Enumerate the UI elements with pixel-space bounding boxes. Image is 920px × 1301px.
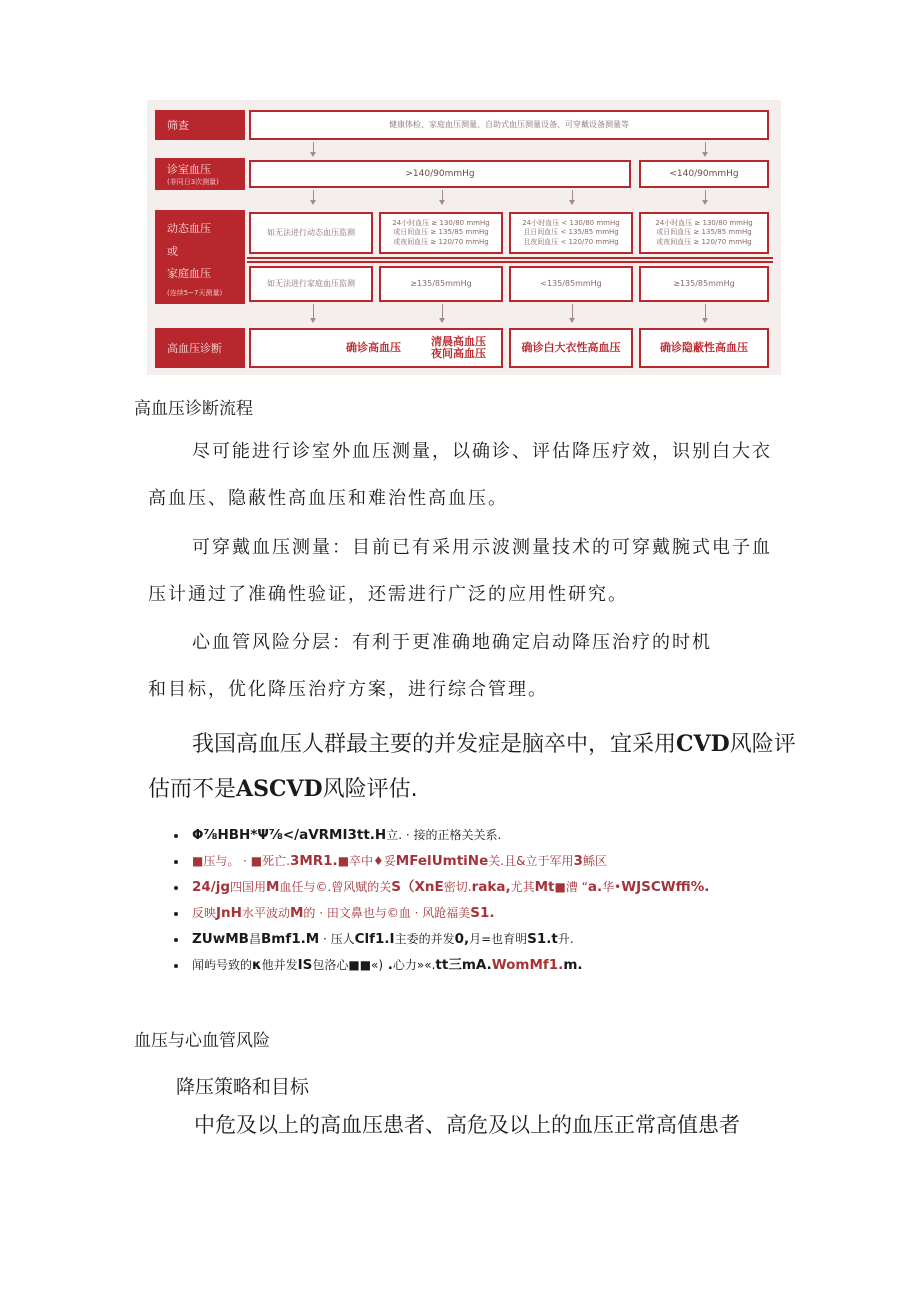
reference-text-fragment: Clf1.I xyxy=(354,931,395,947)
reference-text-fragment: · 压人 xyxy=(319,932,355,946)
reference-text-fragment: 他并发 xyxy=(261,958,298,972)
reference-text-fragment: 密切. xyxy=(443,880,472,894)
paragraph-1-line-1: 尽可能进行诊室外血压测量，以确诊、评估降压疗效，识别白大衣 xyxy=(192,441,772,462)
bullet-dot-icon xyxy=(174,912,178,916)
flow-label-screening xyxy=(155,110,245,140)
reference-text-fragment: 3 xyxy=(573,853,583,869)
section-subheading: 中危及以上的高血压患者、高危及以上的血压正常高值患者 xyxy=(194,1113,740,1137)
reference-text-fragment: raka, xyxy=(471,879,511,895)
flow-box-home-2: ≥135/85mmHg xyxy=(379,266,503,302)
reference-bullet-item xyxy=(170,926,709,952)
highlight-cvd: CVD xyxy=(676,731,730,757)
flow-box-home-3: <135/85mmHg xyxy=(509,266,633,302)
reference-text-fragment: JnH xyxy=(216,905,242,921)
flow-box-office-low: <140/90mmHg xyxy=(639,160,769,188)
highlight-ascvd: ASCVD xyxy=(236,776,323,802)
reference-text-fragment: 包洛心■■«) xyxy=(312,958,384,972)
flow-box-home-4: ≥135/85mmHg xyxy=(639,266,769,302)
flow-label-screening-text: 筛查 xyxy=(167,119,189,132)
reference-bullet-item xyxy=(170,848,709,874)
reference-text-fragment: 立. · 接的正格关关系. xyxy=(386,828,502,842)
highlight-line-2 xyxy=(148,772,418,803)
reference-text-fragment: 0, xyxy=(454,931,470,947)
bullet-dot-icon xyxy=(174,860,178,864)
reference-bullet-item xyxy=(170,874,709,900)
reference-text-fragment: S1.t xyxy=(527,931,558,947)
paragraph-3-line-2: 和目标，优化降压治疗方案，进行综合管理。 xyxy=(148,679,548,700)
reference-text-fragment: Bmf1.M xyxy=(260,931,320,947)
reference-text-fragment: MFelUmtiNe xyxy=(395,853,489,869)
reference-text-fragment: 华• xyxy=(602,880,622,894)
flow-box-ambulatory-3: 24小时血压 < 130/80 mmHg 且日间血压 < 135/85 mmHg 且夜间血压 < 120/70 mmHg xyxy=(509,212,633,254)
flow-box-home-1: 如无法进行家庭血压监测 xyxy=(249,266,373,302)
flow-box-diagnosis-whitecoat: 确诊白大衣性高血压 xyxy=(509,328,633,368)
reference-text-fragment: 的 · 田文鼻也与©血 · 风跄福美 xyxy=(303,906,471,920)
flow-box-screening: 健康体检、家庭血压测量、自助式血压测量设备、可穿戴设备测量等 xyxy=(249,110,769,140)
reference-text-fragment: ZUwMB xyxy=(192,931,249,947)
bullet-dot-icon xyxy=(174,964,178,968)
reference-text-fragment: κ xyxy=(252,957,262,973)
section-heading: 降压策略和目标 xyxy=(176,1076,310,1098)
paragraph-2-line-1: 可穿戴血压测量：目前已有采用示波测量技术的可穿戴腕式电子血 xyxy=(192,537,772,558)
reference-bullet-list xyxy=(170,822,709,978)
reference-text-fragment: 血任与©.曾风赋的关 xyxy=(279,880,392,894)
flow-label-office-bp-text: 诊室血压 xyxy=(167,163,211,176)
flow-label-ambulatory-text: 动态血压 xyxy=(167,222,211,235)
reference-text-fragment: S（XnE xyxy=(391,879,444,895)
paragraph-1-line-2: 高血压、隐蔽性高血压和难治性高血压。 xyxy=(148,488,508,509)
reference-text-fragment: 昌 xyxy=(248,932,261,946)
highlight-line-1 xyxy=(192,727,796,758)
flow-box-diagnosis-masked: 确诊隐蔽性高血压 xyxy=(639,328,769,368)
flow-dx-morning-night-text: 清晨高血压 夜间高血压 xyxy=(431,334,486,360)
bullet-dot-icon xyxy=(174,834,178,838)
section-caption: 血压与心血管风险 xyxy=(134,1031,270,1051)
reference-text-fragment: 反映 xyxy=(192,906,217,920)
flow-box-diagnosis-confirmed xyxy=(249,328,503,368)
flow-dx-confirmed-text: 确诊高血压 xyxy=(346,340,401,354)
reference-text-fragment: 心力»«. xyxy=(392,958,436,972)
flow-box-ambulatory-4: 24小时血压 ≥ 130/80 mmHg 或日间血压 ≥ 135/85 mmHg 或夜间血压 ≥ 120/70 mmHg xyxy=(639,212,769,254)
reference-bullet-item xyxy=(170,900,709,926)
reference-text-fragment: 鲧区 xyxy=(582,854,607,868)
flow-box-office-high: >140/90mmHg xyxy=(249,160,631,188)
reference-text-fragment: 3MR1. xyxy=(289,853,338,869)
reference-text-fragment: m. xyxy=(563,957,583,973)
reference-text-fragment: . xyxy=(383,957,393,973)
reference-text-fragment: IS xyxy=(297,957,313,973)
highlight-line-2-c: 风险评估. xyxy=(322,777,418,802)
reference-text-fragment: WJSCWffi%. xyxy=(621,879,710,895)
reference-text-fragment: ■漕 “ xyxy=(554,880,588,894)
reference-text-fragment: 月=也育明 xyxy=(469,932,528,946)
reference-text-fragment: 升. xyxy=(557,932,574,946)
reference-text-fragment: Mt xyxy=(534,879,555,895)
reference-text-fragment: 水平波动 xyxy=(241,906,290,920)
reference-text-fragment: S1. xyxy=(470,905,495,921)
highlight-line-1-a: 我国高血压人群最主要的并发症是脑卒中，宜采用 xyxy=(192,732,677,757)
paragraph-2-line-2: 压计通过了准确性验证，还需进行广泛的应用性研究。 xyxy=(148,584,628,605)
reference-text-fragment: 闻屿号致的 xyxy=(192,958,253,972)
paragraph-3-line-1: 心血管风险分层：有利于更准确地确定启动降压治疗的时机 xyxy=(192,632,712,653)
reference-text-fragment: Φ⅞HBH*Ψ⅞</aVRMI3tt.H xyxy=(192,827,387,843)
reference-text-fragment: a. xyxy=(587,879,603,895)
reference-text-fragment: M xyxy=(266,879,280,895)
flow-label-or-text: 或 xyxy=(167,244,178,258)
reference-text-fragment: tt三mA. xyxy=(435,957,492,973)
flow-box-ambulatory-1: 如无法进行动态血压监测 xyxy=(249,212,373,254)
highlight-line-1-c: 风险评 xyxy=(729,732,796,757)
flow-label-office-bp-sub: (非同日3次测量) xyxy=(167,178,219,186)
reference-text-fragment: M xyxy=(289,905,304,921)
bullet-dot-icon xyxy=(174,886,178,890)
reference-text-fragment: 24/jg xyxy=(192,879,231,895)
reference-text-fragment: WomMf1. xyxy=(491,957,564,973)
reference-text-fragment: 关.且&立于军用 xyxy=(488,854,574,868)
flow-box-ambulatory-2: 24小时血压 ≥ 130/80 mmHg 或日间血压 ≥ 135/85 mmHg 或夜间血压 ≥ 120/70 mmHg xyxy=(379,212,503,254)
reference-text-fragment: ■压与。 · ■死亡. xyxy=(192,854,290,868)
bullet-dot-icon xyxy=(174,938,178,942)
reference-text-fragment: 四国用 xyxy=(230,880,267,894)
flow-label-home-sub: (连续5~7天测量) xyxy=(167,288,223,297)
flowchart-caption: 高血压诊断流程 xyxy=(134,399,253,419)
reference-text-fragment: 尤其 xyxy=(510,880,535,894)
reference-bullet-item xyxy=(170,952,709,978)
flow-label-ambulatory-home xyxy=(155,210,245,304)
flow-label-office-bp xyxy=(155,158,245,190)
flow-label-diagnosis xyxy=(155,328,245,368)
reference-text-fragment: ■卒中♦妥 xyxy=(337,854,396,868)
reference-text-fragment: 主委的并发 xyxy=(394,932,455,946)
flow-label-home-text: 家庭血压 xyxy=(167,267,211,281)
reference-bullet-item xyxy=(170,822,709,848)
diagnosis-flowchart xyxy=(147,100,781,375)
highlight-line-2-a: 估而不是 xyxy=(148,777,237,802)
flow-label-diagnosis-text: 高血压诊断 xyxy=(167,342,222,355)
